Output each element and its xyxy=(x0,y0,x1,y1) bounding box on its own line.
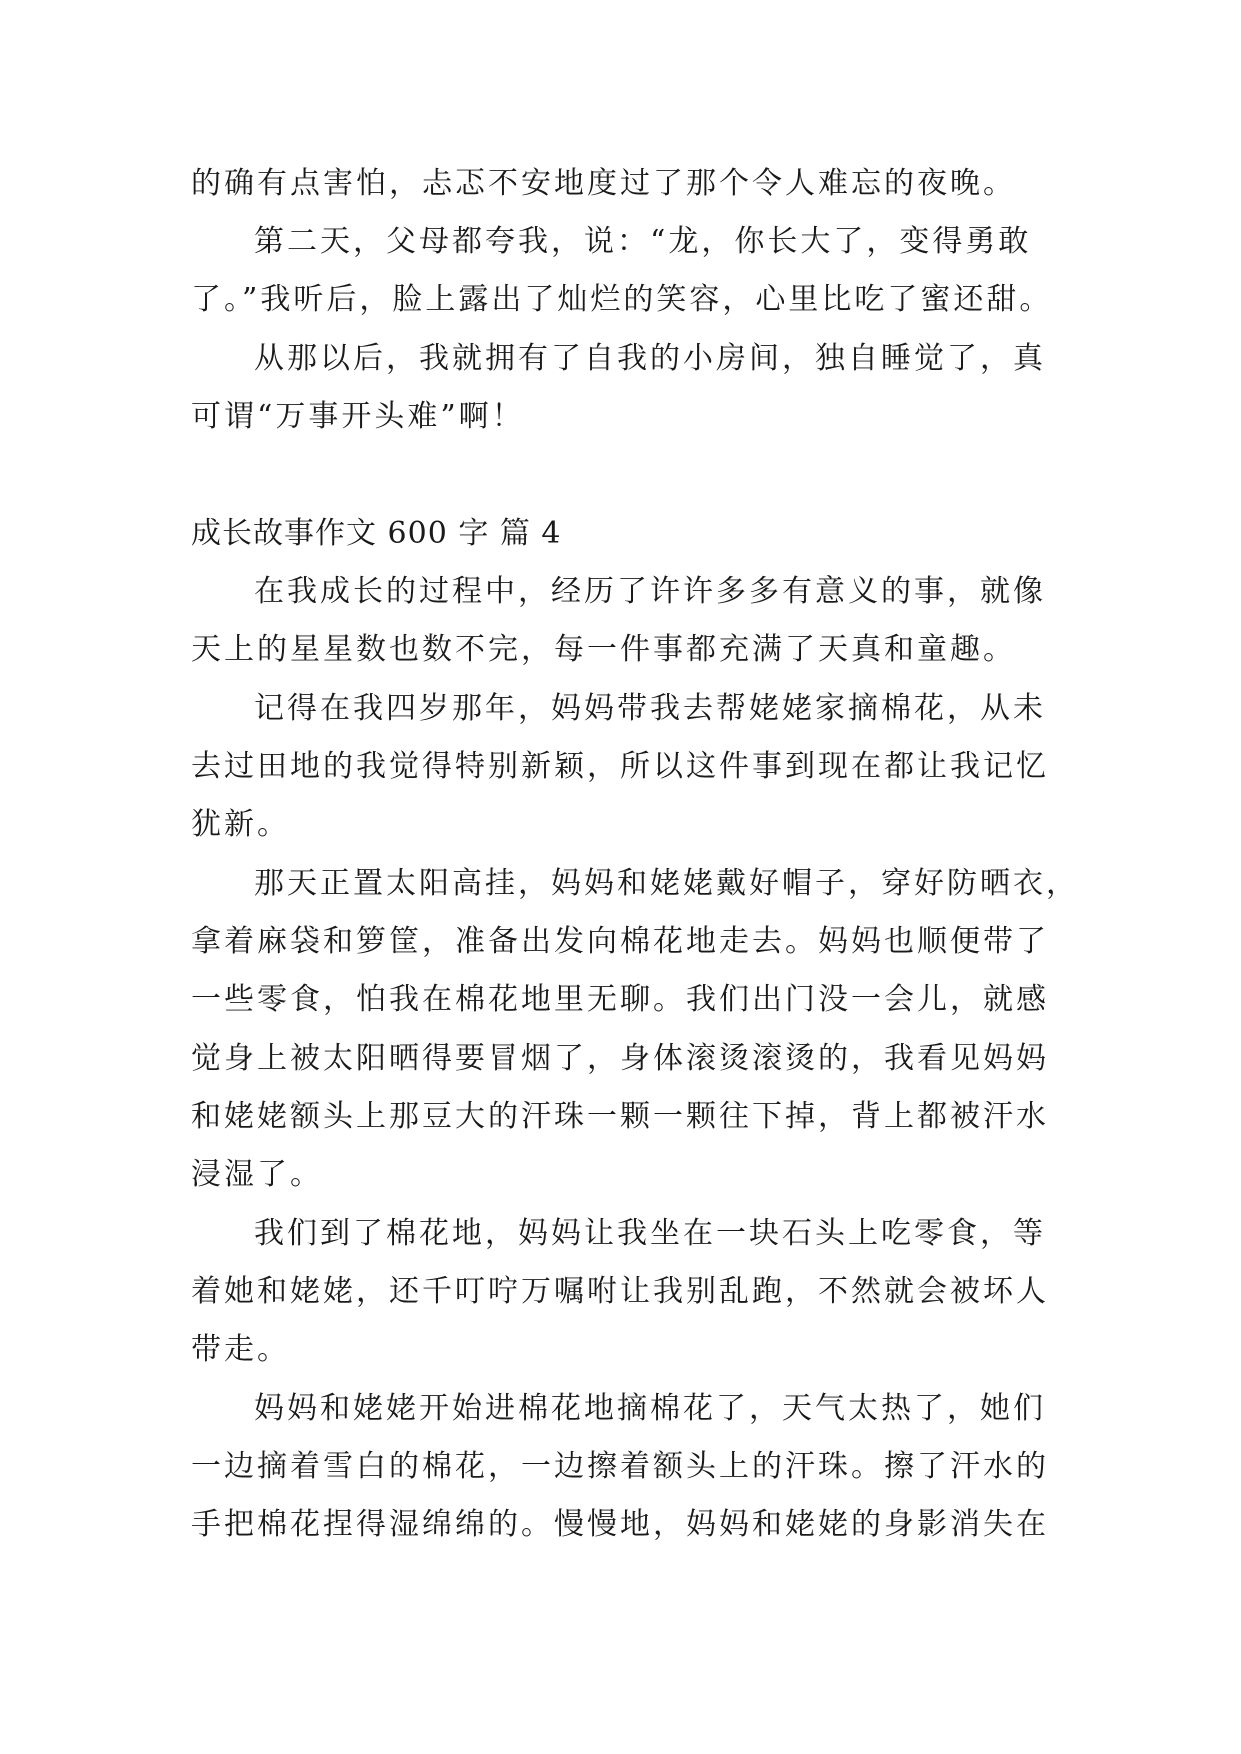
paragraph-8-line-2: 一边摘着雪白的棉花，一边擦着额头上的汗珠。擦了汗水的 xyxy=(191,1449,1049,1484)
paragraph-8-line-3: 手把棉花捏得湿绵绵的。慢慢地，妈妈和姥姥的身影消失在 xyxy=(191,1507,1049,1542)
paragraph-5-line-2: 去过田地的我觉得特别新颖，所以这件事到现在都让我记忆 xyxy=(191,749,1049,784)
paragraph-3-line-2: 可谓“万事开头难”啊！ xyxy=(191,399,525,434)
paragraph-8-line-1: 妈妈和姥姥开始进棉花地摘棉花了，天气太热了，她们 xyxy=(254,1391,1046,1426)
paragraph-2-line-2: 了。”我听后，脸上露出了灿烂的笑容，心里比吃了蜜还甜。 xyxy=(191,282,1053,317)
paragraph-6-line-6: 浸湿了。 xyxy=(191,1157,323,1192)
paragraph-2-line-1: 第二天，父母都夸我，说：“龙，你长大了，变得勇敢 xyxy=(254,224,1032,259)
paragraph-5-line-3: 犹新。 xyxy=(191,807,290,842)
paragraph-3-line-1: 从那以后，我就拥有了自我的小房间，独自睡觉了，真 xyxy=(254,341,1046,376)
section-heading: 成长故事作文 600 字 篇 4 xyxy=(191,516,562,551)
paragraph-5-line-1: 记得在我四岁那年，妈妈带我去帮姥姥家摘棉花，从未 xyxy=(254,691,1046,726)
paragraph-7-line-2: 着她和姥姥，还千叮咛万嘱咐让我别乱跑，不然就会被坏人 xyxy=(191,1274,1049,1309)
paragraph-4-line-2: 天上的星星数也数不完，每一件事都充满了天真和童趣。 xyxy=(191,632,1016,667)
paragraph-6-line-5: 和姥姥额头上那豆大的汗珠一颗一颗往下掉，背上都被汗水 xyxy=(191,1099,1049,1134)
paragraph-6-line-1: 那天正置太阳高挂，妈妈和姥姥戴好帽子，穿好防晒衣， xyxy=(254,866,1079,901)
paragraph-7-line-3: 带走。 xyxy=(191,1332,290,1367)
paragraph-6-line-3: 一些零食，怕我在棉花地里无聊。我们出门没一会儿，就感 xyxy=(191,982,1049,1017)
paragraph-6-line-2: 拿着麻袋和箩筐，准备出发向棉花地走去。妈妈也顺便带了 xyxy=(191,924,1049,959)
paragraph-7-line-1: 我们到了棉花地，妈妈让我坐在一块石头上吃零食，等 xyxy=(254,1216,1046,1251)
paragraph-4-line-1: 在我成长的过程中，经历了许许多多有意义的事，就像 xyxy=(254,574,1046,609)
paragraph-6-line-4: 觉身上被太阳晒得要冒烟了，身体滚烫滚烫的，我看见妈妈 xyxy=(191,1041,1049,1076)
paragraph-1-line-1: 的确有点害怕，忐忑不安地度过了那个令人难忘的夜晚。 xyxy=(191,166,1016,201)
